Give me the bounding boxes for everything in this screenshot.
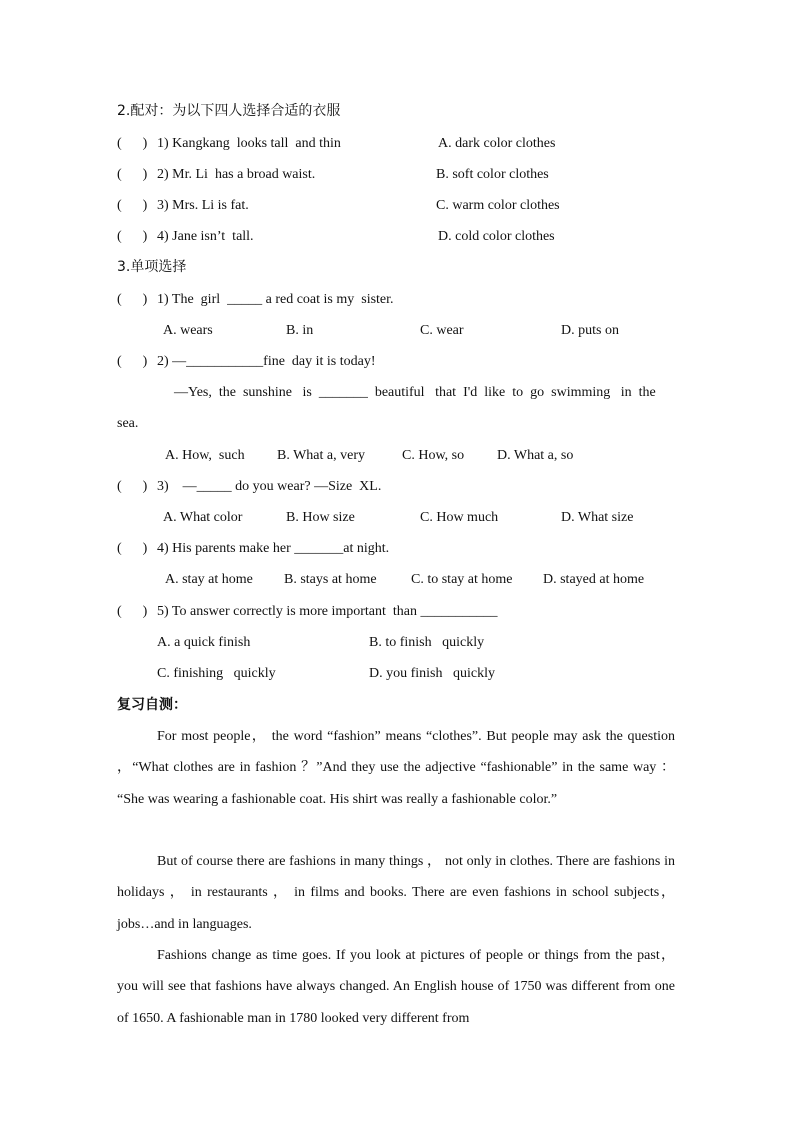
- match-row-3-option: C. warm color clothes: [436, 198, 560, 213]
- q2-bracket: ( ): [117, 354, 148, 369]
- review-paragraph-2: [117, 846, 675, 940]
- match-row-3-question: 3) Mrs. Li is fat.: [157, 198, 249, 213]
- q4-option-a: A. stay at home: [165, 572, 253, 587]
- q3-option-a: A. What color: [163, 510, 243, 525]
- q2-text: 2) —___________fine day it is today!: [157, 354, 376, 369]
- match-row-4-question: 4) Jane isn’t tall.: [157, 229, 254, 244]
- q4-option-d: D. stayed at home: [543, 572, 645, 587]
- review-paragraph-1: [117, 721, 675, 815]
- match-row-1-question: 1) Kangkang looks tall and thin: [157, 136, 341, 151]
- q3-option-b: B. How size: [286, 510, 355, 525]
- match-row-3-bracket: ( ): [117, 198, 148, 213]
- q2-option-b: B. What a, very: [277, 448, 365, 463]
- q2-option-c: C. How, so: [402, 448, 465, 463]
- review-paragraph-3: [117, 940, 675, 1034]
- q2-option-d: D. What a, so: [497, 448, 574, 463]
- q4-option-b: B. stays at home: [284, 572, 377, 587]
- q1-option-b: B. in: [286, 323, 314, 338]
- q5-text: 5) To answer correctly is more important than ___________: [157, 604, 498, 619]
- q3-bracket: ( ): [117, 479, 148, 494]
- match-row-4-option: D. cold color clothes: [438, 229, 555, 244]
- match-row-1-bracket: ( ): [117, 136, 148, 151]
- q1-bracket: ( ): [117, 292, 148, 307]
- section-3-title: 3.单项选择: [117, 259, 187, 275]
- q3-option-d: D. What size: [561, 510, 634, 525]
- match-row-4-bracket: ( ): [117, 229, 148, 244]
- q3-option-c: C. How much: [420, 510, 499, 525]
- q2-reply-cont: sea.: [117, 416, 139, 431]
- q5-bracket: ( ): [117, 604, 148, 619]
- q1-option-a: A. wears: [163, 323, 213, 338]
- q1-option-c: C. wear: [420, 323, 464, 338]
- q4-text: 4) His parents make her _______at night.: [157, 541, 390, 556]
- review-title: 复习自测：: [117, 697, 187, 713]
- q4-bracket: ( ): [117, 541, 148, 556]
- q3-text: 3) —_____ do you wear? —Size XL.: [157, 479, 382, 494]
- q1-option-d: D. puts on: [561, 323, 619, 338]
- q4-option-c: C. to stay at home: [411, 572, 513, 587]
- q5-option-d: D. you finish quickly: [369, 666, 495, 681]
- q1-text: 1) The girl _____ a red coat is my sister.: [157, 292, 394, 307]
- match-row-1-option: A. dark color clothes: [438, 136, 556, 151]
- match-row-2-question: 2) Mr. Li has a broad waist.: [157, 167, 316, 182]
- section-2-title: 2.配对：为以下四人选择合适的衣服: [117, 103, 341, 119]
- q2-reply: —Yes, the sunshine is _______ beautiful that I'd like to go swimming in the: [174, 385, 656, 400]
- match-row-2-option: B. soft color clothes: [436, 167, 549, 182]
- review-paragraph-2-text: But of course there are fashions in many things ， not only in clothes. There are fashions in holidays ， in restaurants ， in films and books. There are even fashions in school subjects， jobs…and in languages.: [117, 854, 675, 932]
- q5-option-b: B. to finish quickly: [369, 635, 485, 650]
- q5-option-c: C. finishing quickly: [157, 666, 276, 681]
- match-row-2-bracket: ( ): [117, 167, 148, 182]
- q2-option-a: A. How, such: [165, 448, 245, 463]
- q5-option-a: A. a quick finish: [157, 635, 251, 650]
- review-paragraph-1-text: For most people， the word “fashion” means “clothes”. But people may ask the question ，“What clothes are in fashion ？”And they use the adjective “fashionable” in the same way ： “She was wearing a fashionable coat. His shirt was really a fashionable color.”: [117, 729, 675, 807]
- review-paragraph-3-text: Fashions change as time goes. If you look at pictures of people or things from the past， you will see that fashions have always changed. An English house of 1750 was different from one of 1650. A fashionable man in 1780 looked very different from: [117, 948, 675, 1026]
